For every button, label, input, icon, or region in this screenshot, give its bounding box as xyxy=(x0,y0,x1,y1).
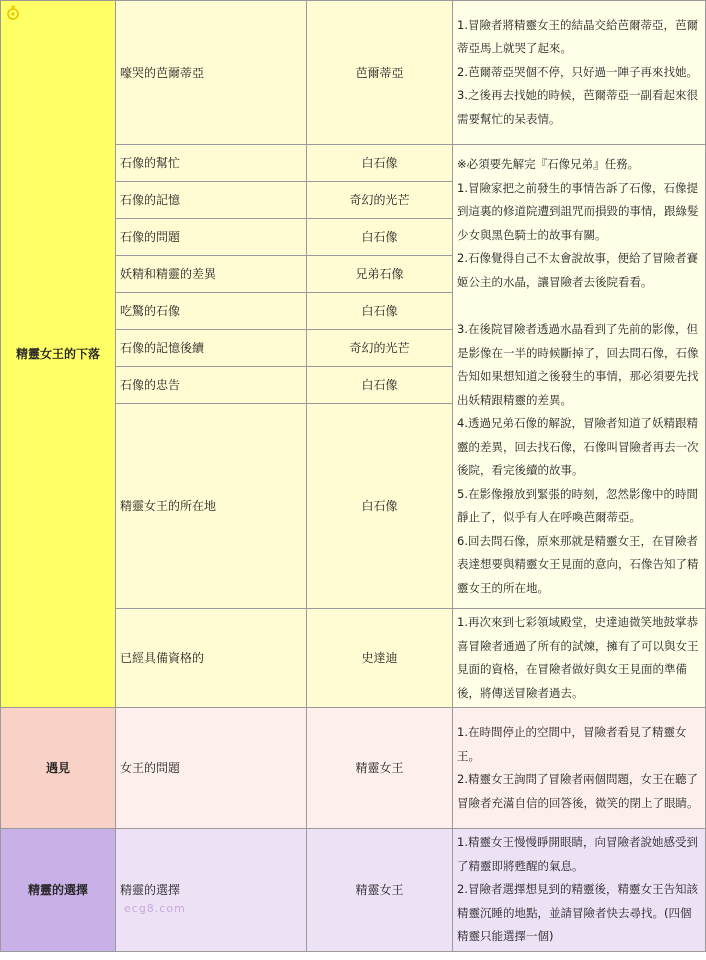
npc-name: 白石像 xyxy=(307,145,453,182)
npc-name: 白石像 xyxy=(307,367,453,404)
npc-name: 白石像 xyxy=(307,219,453,256)
table-row xyxy=(1,708,706,829)
quest-name: 精靈女王的所在地 xyxy=(116,404,307,609)
table-row xyxy=(1,829,706,952)
table-row xyxy=(1,1,706,145)
quest-name: 女王的問題 xyxy=(116,708,307,829)
quest-description: ※必須要先解完『石像兄弟』任務。 1.冒險家把之前發生的事情告訴了石像，石像提到這裏的修道院遭到詛咒而損毀的事情，跟綠髮少女與黑色騎士的故事有關。 2.石像覺得自己不太會說故事，便給了冒險者賽姬公主的水晶，讓冒險者去後院看看。 3.在後院冒險者透過水晶看到了先前的影像，但是影像在一半的時候斷掉了，回去問石像，石像告知如果想知道之後發生的事情，那必須要先找出妖精跟精靈的差異。 4.透過兄弟石像的解說，冒險者知道了妖精跟精靈的差異，回去找石像，石像叫冒險者再去一次後院，看完後續的故事。 5.在影像撥放到緊張的時刻，忽然影像中的時間靜止了，似乎有人在呼喚芭爾蒂亞。 6.回去問石像，原來那就是精靈女王，在冒險者表達想要與精靈女王見面的意向，石像告知了精靈女王的所在地。 xyxy=(453,145,706,609)
npc-name: 白石像 xyxy=(307,293,453,330)
quest-description: 1.冒險者將精靈女王的結晶交給芭爾蒂亞，芭爾蒂亞馬上就哭了起來。 2.芭爾蒂亞哭個不停，只好過一陣子再來找她。 3.之後再去找她的時候，芭爾蒂亞一副看起來很需要幫忙的呆表情。 xyxy=(453,1,706,145)
quest-name: 石像的記憶 xyxy=(116,182,307,219)
quest-description: 1.精靈女王慢慢睜開眼睛，向冒險者說她感受到了精靈即將甦醒的氣息。 2.冒險者選擇想見到的精靈後，精靈女王告知該精靈沉睡的地點，並請冒險者快去尋找。(四個精靈只能選擇一個) xyxy=(453,829,706,952)
quest-name: 已經具備資格的 xyxy=(116,609,307,708)
npc-name: 白石像 xyxy=(307,404,453,609)
npc-name: 史達迪 xyxy=(307,609,453,708)
watermark: ecg8.com xyxy=(124,902,186,915)
npc-name: 奇幻的光芒 xyxy=(307,330,453,367)
section-title: 遇見 xyxy=(1,708,116,829)
npc-name: 芭爾蒂亞 xyxy=(307,1,453,145)
quest-name: 吃驚的石像 xyxy=(116,293,307,330)
npc-name: 精靈女王 xyxy=(307,708,453,829)
quest-name: 石像的幫忙 xyxy=(116,145,307,182)
quest-description: 1.在時間停止的空間中，冒險者看見了精靈女王。 2.精靈女王詢問了冒險者兩個問題，女王在聽了冒險者充滿自信的回答後，微笑的閉上了眼睛。 xyxy=(453,708,706,829)
site-logo-icon xyxy=(4,4,22,22)
quest-name: 精靈的選擇 xyxy=(116,829,307,952)
quest-name: 石像的問題 xyxy=(116,219,307,256)
quest-name: 石像的忠告 xyxy=(116,367,307,404)
quest-name: 石像的記憶後續 xyxy=(116,330,307,367)
npc-name: 精靈女王 xyxy=(307,829,453,952)
quest-description: 1.再次來到七彩領域殿堂，史達迪微笑地鼓掌恭喜冒險者通過了所有的試煉，擁有了可以與女王見面的資格，在冒險者做好與女王見面的準備後，將傳送冒險者過去。 xyxy=(453,609,706,708)
quest-name: 妖精和精靈的差異 xyxy=(116,256,307,293)
section-title: 精靈的選擇 xyxy=(1,829,116,952)
section-title: 精靈女王的下落 xyxy=(1,1,116,708)
npc-name: 奇幻的光芒 xyxy=(307,182,453,219)
quest-name: 嚎哭的芭爾蒂亞 xyxy=(116,1,307,145)
npc-name: 兄弟石像 xyxy=(307,256,453,293)
